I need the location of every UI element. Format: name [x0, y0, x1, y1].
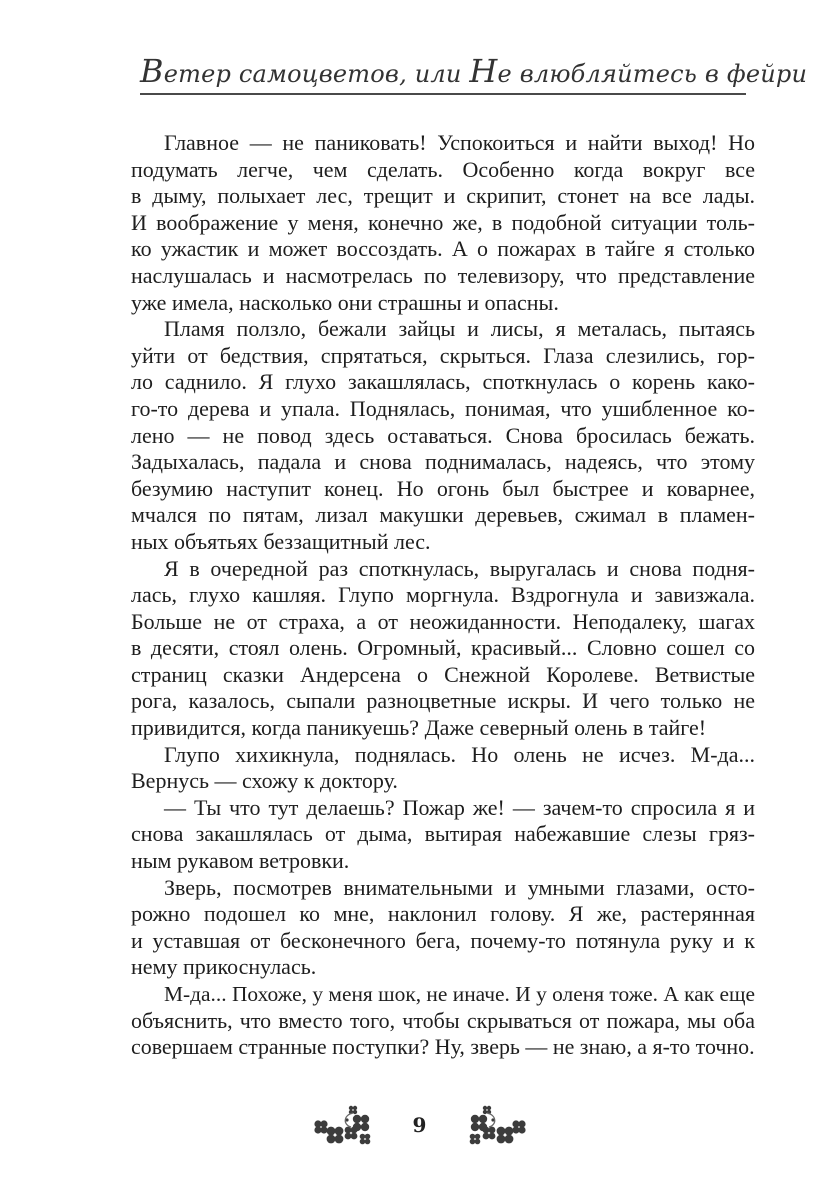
running-head-part-2: е влюбляйтесь в фейри: [497, 60, 808, 88]
paragraph: [131, 316, 755, 555]
text-line: лено — не повод здесь оставаться. Снова бросилась бежать.: [131, 422, 755, 448]
text-line: М-да... Похоже, у меня шок, не иначе. И у оленя тоже. А как еще: [164, 982, 755, 1006]
text-line: Пламя ползло, бежали зайцы и лисы, я металась, пытаясь: [164, 316, 755, 342]
text-line: уйти от бедствия, спрятаться, скрыться. Глаза слезились, гор-: [131, 342, 755, 368]
text-line: Больше не от страха, а от неожиданности. Неподалеку, шагах: [131, 608, 755, 634]
text-line: мчался по пятам, лизал макушки деревьев, сжимал в пламен-: [131, 502, 755, 528]
paragraph: [131, 742, 755, 795]
page-number: 9: [412, 1113, 427, 1137]
text-line: лась, глухо кашляя. Глупо моргнула. Вздрогнула и завизжала.: [131, 582, 755, 608]
paragraph: [131, 130, 755, 316]
text-line: страниц сказки Андерсена о Снежной Королеве. Ветвистые: [131, 661, 755, 687]
running-head-initial-1: В: [140, 52, 164, 90]
body-text: [131, 130, 755, 1061]
clover-ornament-icon-right: [449, 1105, 527, 1145]
text-line: Задыхалась, падала и снова поднималась, надеясь, что этому: [131, 449, 755, 475]
text-line: уже имела, насколько они страшны и опасны.: [131, 289, 559, 315]
text-line: го-то дерева и упала. Поднялась, понимая, что ушибленное ко-: [131, 395, 755, 421]
text-line: И воображение у меня, конечно же, в подобной ситуации толь-: [131, 209, 755, 235]
clover-ornament-icon-left: [313, 1105, 391, 1145]
running-head: [140, 52, 808, 90]
text-line: ным рукавом ветровки.: [131, 848, 350, 874]
text-line: Вернусь — схожу к доктору.: [131, 768, 398, 794]
text-line: Глупо хихикнула, поднялась. Но олень не исчез. М-да...: [164, 741, 755, 767]
text-line: снова закашлялась от дыма, вытирая набежавшие слезы гряз-: [131, 821, 755, 847]
text-line: объяснить, что вместо того, чтобы скрываться от пожара, мы оба: [131, 1007, 755, 1033]
text-line: и уставшая от бесконечного бега, почему-то потянула руку и к: [131, 927, 755, 953]
text-line: ных объятьях беззащитный лес.: [131, 528, 431, 554]
text-line: рожно подошел ко мне, наклонил голову. Я же, растерянная: [131, 901, 755, 927]
header-rule: [140, 93, 746, 95]
text-line: подумать легче, чем сделать. Особенно когда вокруг все: [131, 156, 755, 182]
text-line: Главное — не паниковать! Успокоиться и найти выход! Но: [164, 130, 755, 155]
text-line: рога, казалось, сыпали разноцветные искры. И чего только не: [131, 688, 755, 714]
paragraph: [131, 875, 755, 981]
paragraph: [131, 981, 755, 1061]
text-line: совершаем странные поступки? Ну, зверь — не знаю, а я-то точно.: [131, 1034, 755, 1060]
text-line: ло саднило. Я глухо закашлялась, споткнулась о корень како-: [131, 369, 755, 395]
text-line: привидится, когда паникуешь? Даже северный олень в тайге!: [131, 715, 707, 741]
text-line: Я в очередной раз споткнулась, выругалась и снова подня-: [164, 555, 755, 581]
text-line: ко ужастик и может воссоздать. А о пожарах в тайге я столько: [131, 236, 755, 262]
text-line: нему прикоснулась.: [131, 954, 317, 980]
text-line: наслушалась и насмотрелась по телевизору, что представление: [131, 262, 755, 288]
running-head-part-1: етер самоцветов, или: [163, 60, 470, 88]
paragraph: [131, 795, 755, 875]
text-line: — Ты что тут делаешь? Пожар же! — зачем-то спросила я и: [164, 794, 755, 820]
text-line: в дыму, полыхает лес, трещит и скрипит, стонет на все лады.: [131, 183, 755, 209]
paragraph: [131, 556, 755, 742]
folio: [0, 1103, 839, 1147]
text-line: безумию наступит конец. Но огонь был быстрее и коварнее,: [131, 475, 755, 501]
text-line: Зверь, посмотрев внимательными и умными глазами, осто-: [164, 874, 755, 900]
running-head-initial-2: Н: [469, 52, 498, 90]
text-line: в десяти, стоял олень. Огромный, красивый... Словно сошел со: [131, 635, 755, 661]
